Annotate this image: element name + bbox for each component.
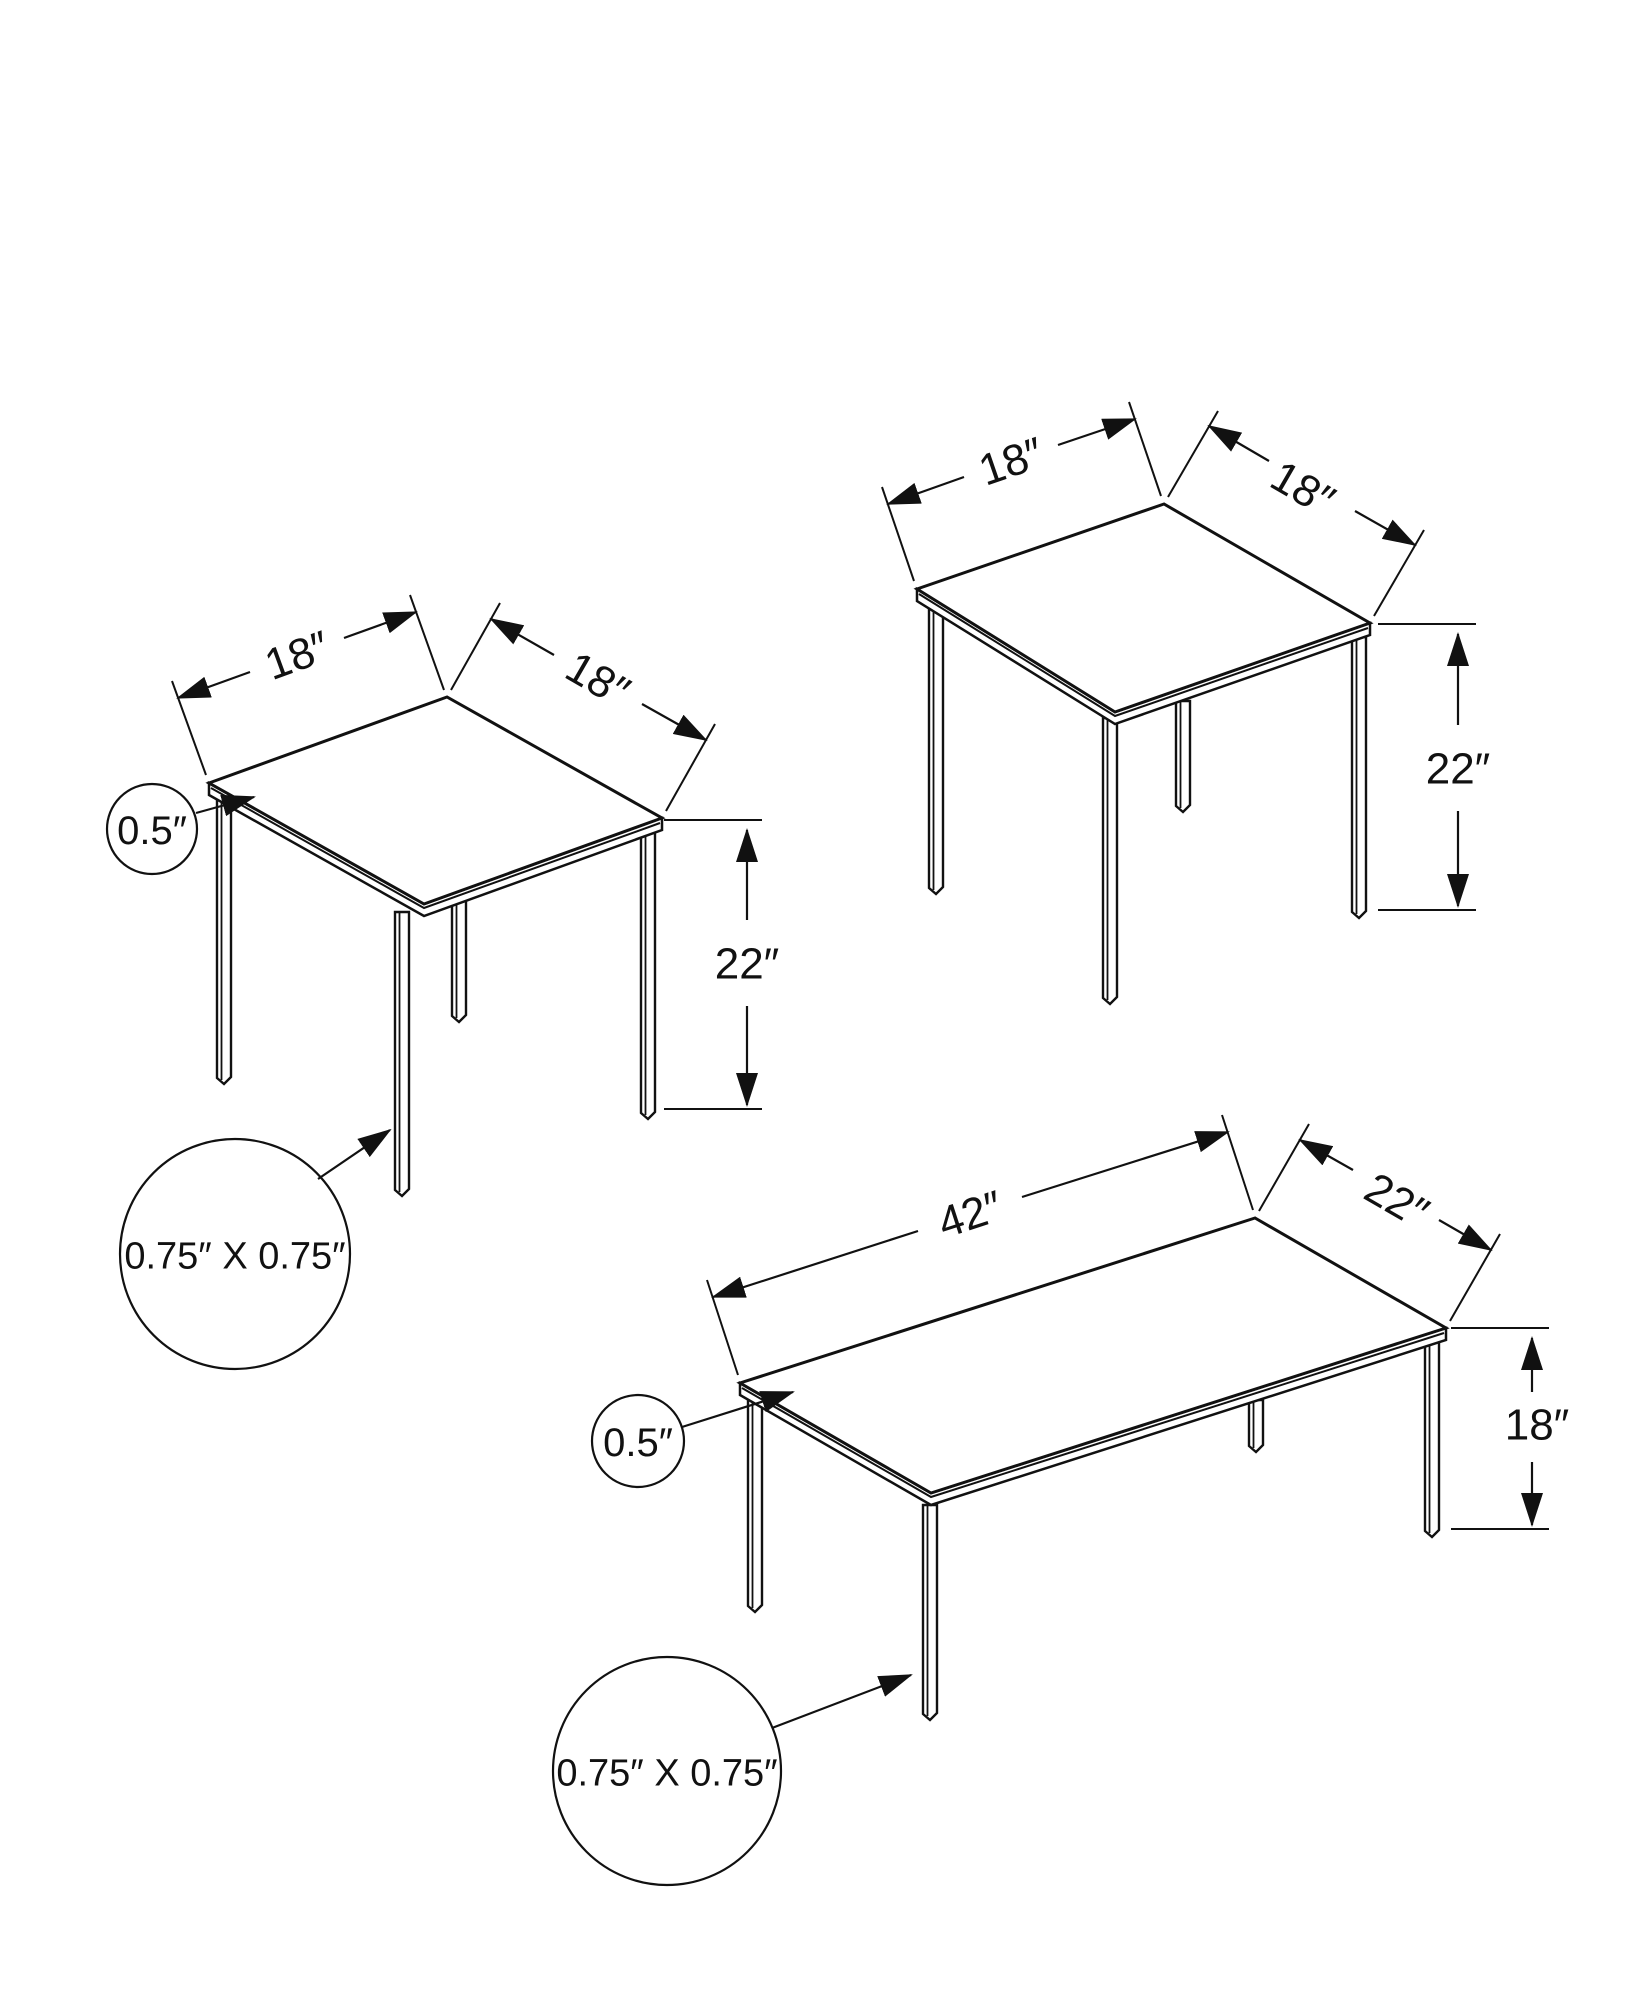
extension-line	[1374, 530, 1424, 616]
coffee-table	[553, 1115, 1569, 1885]
extension-line	[1129, 402, 1161, 496]
depth-dim-label: 18″	[557, 642, 638, 718]
table-leg	[395, 912, 409, 1196]
dimension-line	[888, 477, 964, 504]
extension-line	[666, 724, 715, 811]
leg-size-label: 0.75″ X 0.75″	[124, 1235, 346, 1278]
height-dimension	[1378, 624, 1490, 910]
extension-line	[1168, 411, 1218, 497]
dimension-line	[1022, 1132, 1228, 1197]
leg-size-callout	[120, 1130, 390, 1369]
callout-arrow	[318, 1130, 390, 1179]
table-leg	[929, 601, 943, 894]
height-dim-label: 22″	[714, 939, 780, 989]
end-table-right	[882, 402, 1490, 1004]
leg-size-label: 0.75″ X 0.75″	[556, 1752, 778, 1795]
length-dim-label: 42″	[932, 1181, 1009, 1249]
table-leg	[1352, 637, 1366, 918]
table-leg	[923, 1505, 937, 1720]
top-thickness-label: 0.5″	[117, 809, 187, 853]
end-table-left	[107, 595, 779, 1369]
width-dim-label: 18″	[258, 621, 337, 690]
dimension-line	[178, 672, 250, 698]
dimension-line	[491, 619, 554, 655]
height-dimension	[664, 820, 779, 1109]
extension-line	[451, 603, 500, 690]
extension-line	[1222, 1115, 1253, 1210]
dimension-line	[1058, 419, 1135, 445]
table-leg	[1249, 1400, 1263, 1452]
dimension-line	[642, 704, 706, 740]
dimension-line	[1209, 426, 1269, 461]
height-dimension	[1451, 1328, 1569, 1529]
extension-line	[410, 595, 444, 690]
table-leg	[641, 833, 655, 1119]
height-dim-label: 22″	[1425, 744, 1491, 794]
width-dim-label: 18″	[972, 428, 1050, 496]
height-dim-label: 18″	[1504, 1400, 1570, 1450]
top-thickness-label: 0.5″	[603, 1421, 673, 1465]
table-leg	[1176, 701, 1190, 812]
tabletop-face	[917, 504, 1370, 712]
dimension-line	[1439, 1220, 1491, 1250]
callout-arrow	[772, 1675, 911, 1728]
leg-size-callout	[553, 1657, 911, 1885]
dimension-line	[1355, 511, 1415, 545]
table-leg	[1103, 718, 1117, 1004]
dimension-line	[1300, 1140, 1353, 1170]
table-leg	[748, 1396, 762, 1612]
tabletop-face	[209, 697, 662, 904]
dimension-line	[344, 612, 416, 638]
table-leg	[1425, 1341, 1439, 1537]
extension-line	[1259, 1124, 1309, 1211]
table-leg	[452, 897, 466, 1022]
depth-dim-label: 18″	[1262, 451, 1343, 527]
depth-dim-label: 22″	[1356, 1163, 1437, 1239]
extension-line	[1450, 1234, 1500, 1321]
table-leg	[217, 796, 231, 1084]
dimension-line	[713, 1231, 918, 1297]
